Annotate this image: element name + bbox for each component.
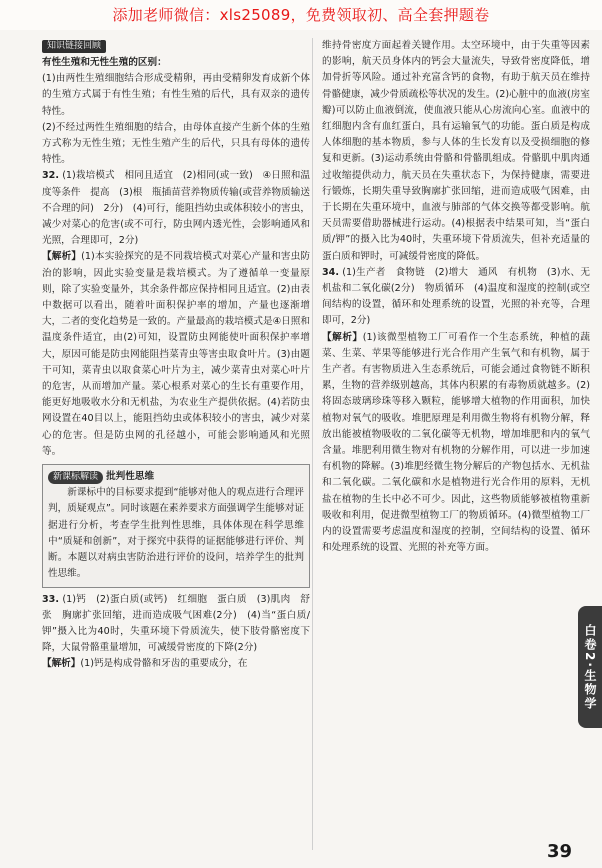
explanation-label: 【解析】 xyxy=(42,251,82,263)
explanation-label: 【解析】 xyxy=(42,658,81,670)
column-divider xyxy=(312,38,313,850)
new-curriculum-box xyxy=(42,464,310,587)
promo-banner: 添加老师微信：xls25089，免费领取初、高全套押题卷 xyxy=(0,0,602,30)
new-curriculum-title: 批判性思维 xyxy=(106,471,155,483)
knowledge-review-tag: 知识链接回顾 xyxy=(42,40,106,53)
question-32-answer-text: (1)栽培模式 相同且适宜 (2)相同(或一致) ④日照和温度等条件 提高 (3)根 瓶插苗营养物质传输(或营养物质输送不合理的问) 2分) (4)可行，能阻挡幼虫或体积较小的害虫，减少对菜心的危害(或不可行，防虫网内透光性，会影响通风和光照，合理即可，2分) xyxy=(42,170,311,247)
question-34-explanation xyxy=(322,330,590,557)
subject-side-tab: 白卷2·生物学 xyxy=(578,606,602,728)
new-curriculum-text: 新课标中的目标要求提到“能够对他人的观点进行合理评判，质疑观点”。同时该题在素养要求方面强调学生能够对证据进行分析，考查学生批判性思维，具体体现在科学思维中“质疑和创新”，对于探究中获得的证据能够进行评价、判断。本题以对病虫害防治进行评价的设问，培养学生的批判性思维。 xyxy=(48,487,304,580)
explanation-label: 【解析】 xyxy=(322,331,363,343)
question-33-answer xyxy=(42,592,310,657)
question-34-answer xyxy=(322,265,590,330)
question-33-explanation xyxy=(42,656,310,672)
question-33-answer-text: (1)钙 (2)蛋白质(或钙) 红细胞 蛋白质 (3)肌肉 舒张 胸廓扩张回缩，进而造成吸气困难(2分) (4)当“蛋白质/钾”摄入比为40时，失重环境下骨质流失，使下肢骨骼密度下降，大鼠骨骼重量增加，可减缓骨密度的下降(2分) xyxy=(42,593,310,654)
question-32-answer xyxy=(42,168,310,249)
right-column xyxy=(322,38,590,557)
question-33-number: 33. xyxy=(42,593,59,605)
question-34-answer-text: (1)生产者 食物链 (2)增大 通风 有机物 (3)水、无机盐和二氧化碳(2分) 物质循环 (4)温度和湿度的控制(或空间结构的设置，循环和处理系统的设置，光照的补充等，合理即可，2分) xyxy=(322,266,590,327)
question-32-number: 32. xyxy=(42,170,59,182)
review-title: 有性生殖和无性生殖的区别： xyxy=(42,57,167,68)
question-32-explanation xyxy=(42,249,310,460)
question-33-explanation-continued: 维持骨密度方面起着关键作用。太空环境中，由于失重等因素的影响，航天员身体内的钙会大量流失，导致骨密度降低，增加骨折等风险。通过补充富含钙的食物，有助于航天员在维持骨骼健康，减少骨质疏松等状况的发生。(2)心脏中的血液(房室瓣)可以防止血液倒流，使血液只能从心房流向心室。血液中的红细胞内含有血红蛋白，具有运输氧气的功能。蛋白质是构成人体细胞的基本物质，参与人体的生长发育以及受损细胞的修复和更新。(3)运动系统由骨骼和骨骼肌组成。骨骼肌中肌肉通过收缩提供动力，航天员在失重状态下，为保持健康，需要进行锻炼，长期失重导致胸廓扩张回缩，进而造成吸气困难，由于长期在失重环境中，血液与肺部的气体交换等都受影响。航天员需要借助器械进行运动。(4)根据表中结果可知，当“蛋白质/钾”的摄入比为40时，失重环境下骨质流失，但补充适量的蛋白质和钾时，可减缓骨密度的降低。 xyxy=(322,40,590,262)
review-point-1: (1)由两性生殖细胞结合形成受精卵，再由受精卵发育成新个体的生殖方式属于有性生殖；有性生殖的后代，具有双亲的遗传特性。 xyxy=(42,73,310,117)
left-column xyxy=(42,38,310,673)
question-32-explanation-text: (1)本实验探究的是不同栽培模式对菜心产量和害虫防治的影响，因此实验变量是栽培模式。为了遵循单一变量原则，除了实验变量外，其余条件都应保持相同且适宜。(2)由表中数据可以看出，随着叶面积保护率的增加，产量也逐渐增大，二者的变化趋势是一致的。产量最高的栽培模式是④日照和温度条件适宜，由(2)可知，设置防虫网能使叶面积保护率增大，原因可能是防虫网能阻挡菜青虫等害虫取食叶片。(3)由题干可知，菜青虫以取食菜心叶片为主，减少菜青虫对菜心叶片的危害，从而增加产量。菜心根系对菜心的生长有重要作用，能更好地吸收水分和无机盐，为农业生产提供依据。(4)若防虫网设置在40目以上，能阻挡幼虫或体积较小的害虫，减少对菜心的危害。但是防虫网的孔径越小，可能会影响通风和光照等。 xyxy=(42,251,310,457)
question-34-explanation-text: (1)该微型植物工厂可看作一个生态系统，种植的蔬菜、生菜、苹果等能够进行光合作用产生氧气和有机物，属于生产者。有害物质进入生态系统后，可能会通过食物链不断积累，生物的营养级别越高，其体内积累的有毒物质就越多。(2)将固态玻璃珍珠等移入颗粒，能够增大植物的作用面积，加快植物对氧气的吸收。堆肥原理是利用微生物将有机物分解，释放出能被植物吸收的二氧化碳等无机物，增加堆肥和内的氧气含量。堆肥利用微生物对有机物的分解作用，可以进一步加速有机物的降解。(3)堆肥经微生物分解后的产物包括水、无机盐和二氧化碳。二氧化碳和水是植物进行光合作用的原料，无机盐在植物的生长中必不可少。因此，这些物质能够被植物重新吸收和利用，促进微型植物工厂的物质循环。(4)微型植物工厂内的设置需要考虑温度和湿度的控制，空间结构的设置、循环和处理系统的设置、光照的补充等方面。 xyxy=(322,331,591,554)
question-34-number: 34. xyxy=(322,266,339,278)
new-curriculum-tag: 新课标解读 xyxy=(48,471,103,484)
page-number: 39 xyxy=(546,841,572,862)
question-33-explanation-text: (1)钙是构成骨骼和牙齿的重要成分，在 xyxy=(80,658,248,670)
review-point-2: (2)不经过两性生殖细胞的结合，由母体直接产生新个体的生殖方式称为无性生殖；无性生殖产生的后代，只具有母体的遗传特性。 xyxy=(42,121,310,166)
